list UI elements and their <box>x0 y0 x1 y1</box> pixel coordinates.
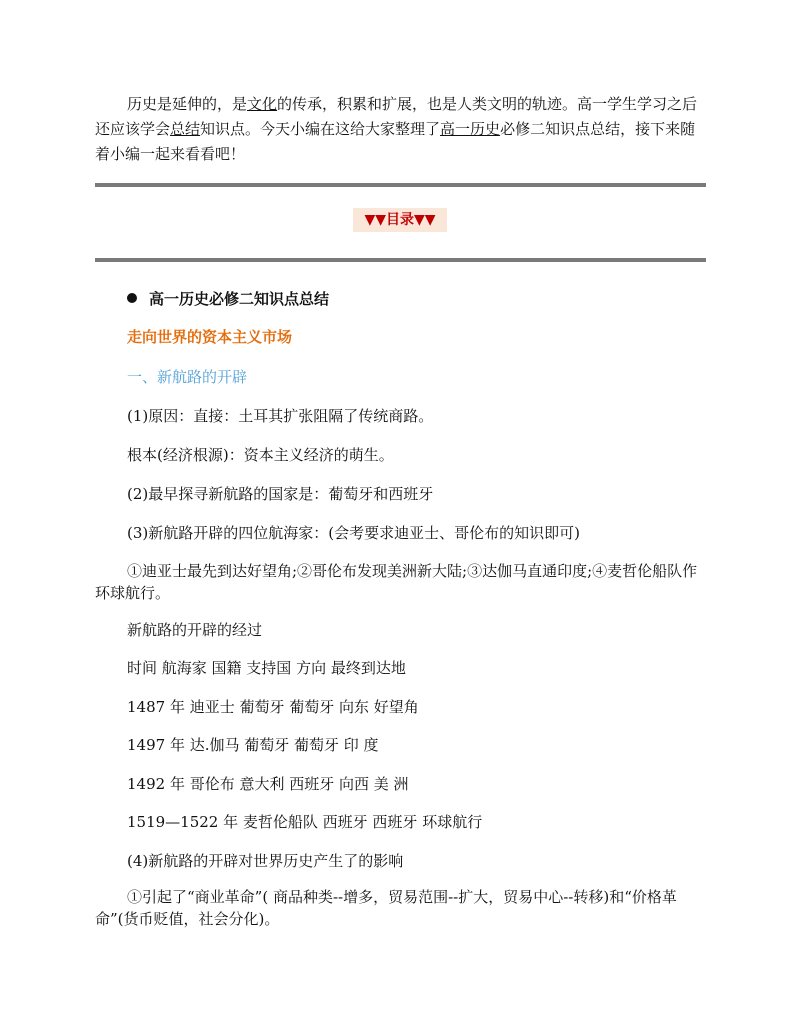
intro-text-2: 的传承，积累和扩展，也是人类文明的轨迹。高一学生学习之后还应该学会 <box>95 95 698 138</box>
toc-button[interactable]: ▼▼目录▼▼ <box>353 208 447 232</box>
process-title: 新航路的开辟的经过 <box>127 621 263 639</box>
impact-item-1: ①引起了“商业革命”( 商品种类--增多，贸易范围--扩大，贸易中心--转移)和“价格革命”(货币贬值，社会分化)。 <box>95 888 677 928</box>
table-row-4: 1519—1522 年 麦哲伦船队 西班牙 西班牙 环球航行 <box>127 813 483 831</box>
subsection-title: 一、新航路的开辟 <box>127 368 248 386</box>
divider-bottom <box>95 258 706 262</box>
intro-paragraph <box>95 92 710 167</box>
intro-text-1: 历史是延伸的，是 <box>127 95 248 113</box>
impact-title: (4)新航路的开辟对世界历史产生了的影响 <box>127 852 404 870</box>
navigators-detail: ①迪亚士最先到达好望角;②哥伦布发现美洲新大陆;③达伽马直通印度;④麦哲伦船队作环球航行。 <box>95 562 698 602</box>
cause-line: (1)原因：直接：土耳其扩张阻隔了传统商路。 <box>127 407 434 425</box>
section-heading <box>127 289 329 309</box>
table-header-line: 时间 航海家 国籍 支持国 方向 最终到达地 <box>127 659 406 677</box>
intro-text-3: 知识点。今天小编在这给大家整理了 <box>200 120 441 138</box>
chapter-title: 走向世界的资本主义市场 <box>127 328 293 346</box>
navigators-line: (3)新航路开辟的四位航海家：(会考要求迪亚士、哥伦布的知识即可) <box>127 524 580 542</box>
link-summary[interactable]: 总结 <box>170 120 201 138</box>
section-heading-text: 高一历史必修二知识点总结 <box>149 290 330 308</box>
table-row-3: 1492 年 哥伦布 意大利 西班牙 向西 美 洲 <box>127 775 409 793</box>
link-high-school-history[interactable]: 高一历史 <box>440 120 501 138</box>
earliest-countries-line: (2)最早探寻新航路的国家是：葡萄牙和西班牙 <box>127 485 434 503</box>
table-row-1: 1487 年 迪亚士 葡萄牙 葡萄牙 向东 好望角 <box>127 698 419 716</box>
intro-text-4: 必修二知识点总结，接下来随着小编一起来看看吧！ <box>95 120 696 163</box>
root-cause-line: 根本(经济根源)：资本主义经济的萌生。 <box>127 446 394 464</box>
link-culture[interactable]: 文化 <box>247 95 278 113</box>
bullet-icon <box>127 293 137 303</box>
table-row-2: 1497 年 达.伽马 葡萄牙 葡萄牙 印 度 <box>127 736 379 754</box>
divider-top <box>95 183 706 187</box>
